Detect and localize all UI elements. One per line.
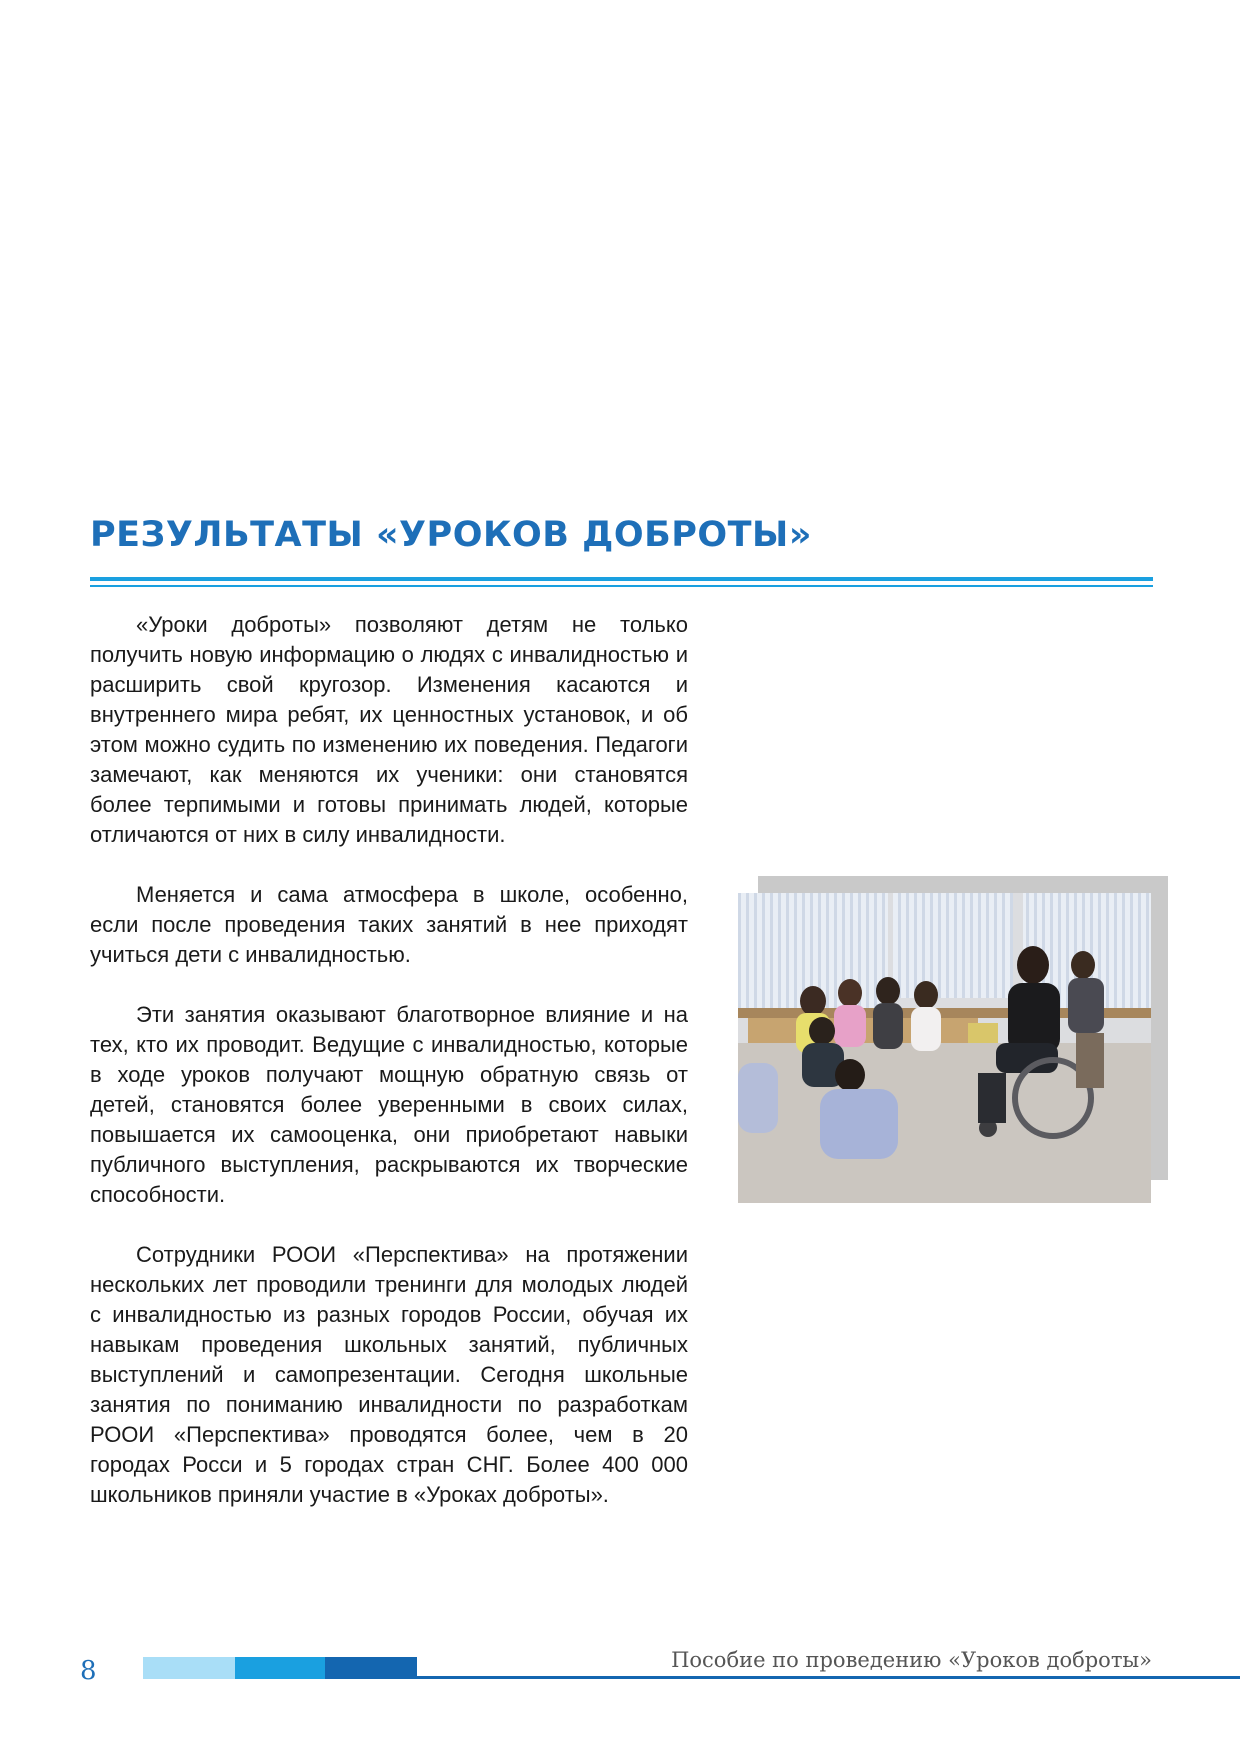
footer-line bbox=[417, 1676, 1240, 1679]
paragraph: Эти занятия оказывают благотворное влияние и на тех, кто их проводит. Ведущие с инвалидностью, которые в ходе уроков получают мощную обратную связь от детей, становятся более уверенными в своих силах, повышается их самооценка, они приобретают навыки публичного выступления, раскрываются их творческие способности. bbox=[90, 1002, 688, 1207]
page-number: 8 bbox=[80, 1656, 97, 1686]
classroom-photo bbox=[738, 893, 1151, 1203]
title-rule-thin bbox=[90, 585, 1153, 587]
page-title: РЕЗУЛЬТАТЫ «УРОКОВ ДОБРОТЫ» bbox=[90, 515, 812, 555]
footer-bar-medium bbox=[235, 1657, 325, 1679]
paragraph: Сотрудники РООИ «Перспектива» на протяжении нескольких лет проводили тренинги для молодых людей с инвалидностью из разных городов России, обучая их навыкам проведения школьных занятий, публичных выступлений и самопрезентации. Сегодня школьные занятия по пониманию инвалидности по разработкам РООИ «Перспектива» проводятся более, чем в 20 городах Росси и 5 городах стран СНГ. Более 400 000 школьников приняли участие в «Уроках доброты». bbox=[90, 1242, 688, 1507]
paragraph: Меняется и сама атмосфера в школе, особенно, если после проведения таких занятий в нее приходят учиться дети с инвалидностью. bbox=[90, 882, 688, 967]
footer-bar-dark bbox=[325, 1657, 417, 1679]
footer-bar-light bbox=[143, 1657, 235, 1679]
footer-caption: Пособие по проведению «Уроков доброты» bbox=[671, 1648, 1152, 1672]
body-text bbox=[90, 610, 688, 1540]
paragraph: «Уроки доброты» позволяют детям не только получить новую информацию о людях с инвалидностью и расширить свой кругозор. Изменения касаются и внутреннего мира ребят, их ценностных установок, и об этом можно судить по изменению их поведения. Педагоги замечают, как меняются их ученики: они становятся более терпимыми и готовы принимать людей, которые отличаются от них в силу инвалидности. bbox=[90, 612, 688, 847]
title-rule-thick bbox=[90, 577, 1153, 581]
